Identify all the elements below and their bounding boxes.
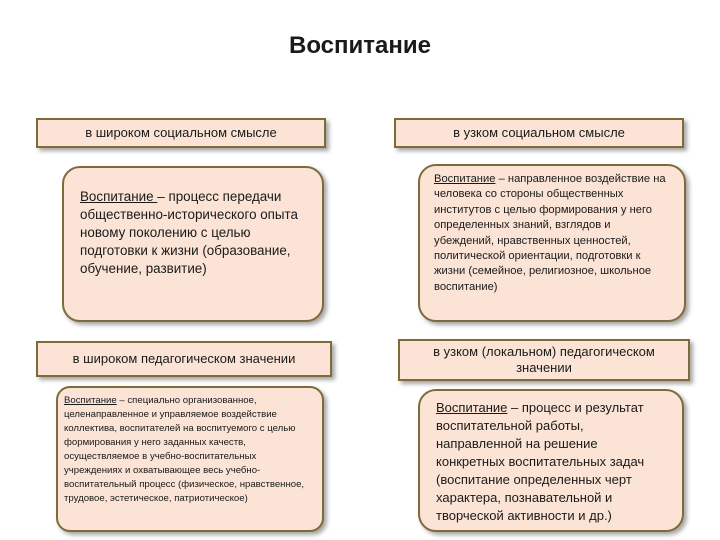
term-narrow-social: Воспитание: [434, 173, 496, 185]
term-broad-social: Воспитание: [80, 189, 158, 204]
definition-narrow-pedagogical-text: – процесс и результат воспитательной работы, направленной на решение конкретных воспитательных задач (воспитание определенных черт характера, познавательной и творческой активности и др.): [436, 400, 645, 523]
header-broad-social-text: в широком социальном смысле: [85, 125, 277, 140]
header-narrow-social: [394, 118, 684, 148]
definition-narrow-social: [418, 164, 686, 322]
definition-broad-social-text: – процесс передачи общественно-исторического опыта новому поколению с целью подготовки к жизни (образование, обучение, развитие): [80, 189, 298, 276]
header-narrow-pedagogical: [398, 339, 690, 381]
definition-broad-pedagogical: [56, 386, 324, 532]
header-broad-pedagogical-text: в широком педагогическом значении: [72, 351, 296, 366]
definition-broad-pedagogical-text: – специально организованное, целенаправленное и управляемое воздействие коллектива, воспитателей на воспитуемого с целью формирования у него заданных качеств, осуществляемое в учебно-воспитательных учреждениях и охватывающее весь учебно-воспитательный процесс (физическое, нравственное, трудовое, эстетическое, патриотическое): [64, 395, 305, 504]
term-narrow-pedagogical: Воспитание: [436, 400, 508, 415]
diagram-title: Воспитание: [289, 32, 431, 59]
term-broad-pedagogical: Воспитание: [64, 395, 117, 406]
header-broad-social: [36, 118, 326, 148]
header-narrow-social-text: в узком социальном смысле: [453, 125, 625, 140]
definition-narrow-social-text: – направленное воздействие на человека со стороны общественных институтов с целью формирования у него определенных знаний, взглядов и убеждений, нравственных ценностей, политической ориентации, подготовки к жизни (семейное, религиозное, школьное воспитание): [434, 173, 666, 293]
header-narrow-pedagogical-text: в узком (локальном) педагогическом значении: [433, 344, 655, 375]
header-broad-pedagogical: [36, 341, 332, 377]
definition-narrow-pedagogical: [418, 389, 684, 532]
definition-broad-social: [62, 166, 324, 322]
